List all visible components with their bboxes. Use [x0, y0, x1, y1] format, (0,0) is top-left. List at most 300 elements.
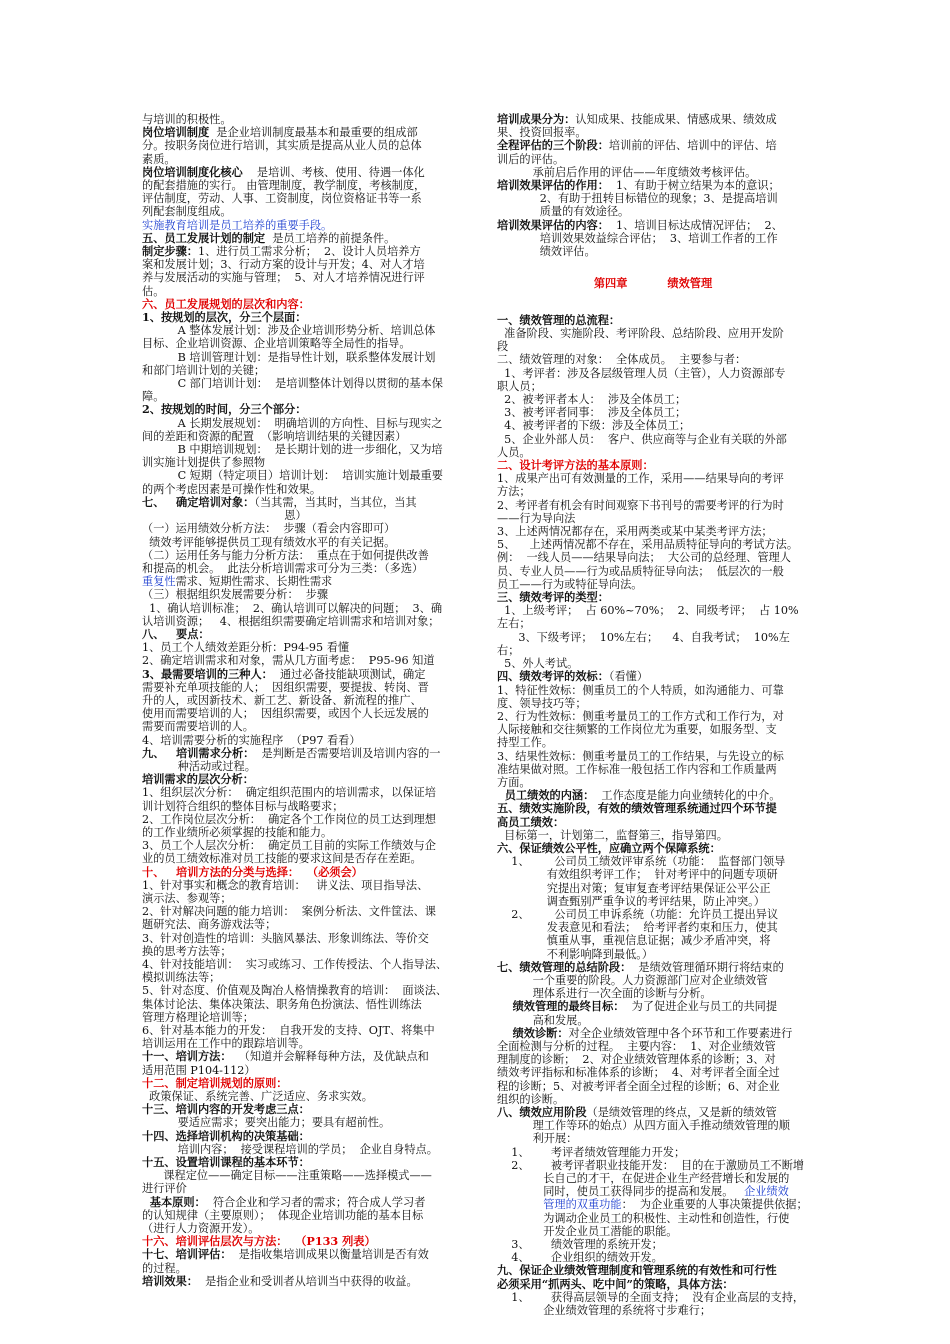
text-line	[142, 377, 458, 390]
text-line	[142, 205, 458, 218]
text-line	[142, 324, 458, 337]
line-text: 质量的有效途径。	[497, 205, 630, 219]
text-line	[142, 430, 458, 443]
line-text: 1、组织层次分析： 确定组织范围内的培训需求，以保证培	[142, 786, 436, 800]
line-text: 和提高的机会。 此法分析培训需求可分为三类：（多选）	[142, 561, 424, 575]
text-line	[497, 1185, 809, 1198]
line-text: （是绩效管理的终点，又是新的绩效管	[586, 1106, 777, 1119]
line-text: 案和发展计划；3、行动方案的设计与开发；4、对人才培	[142, 258, 425, 272]
text-line	[142, 668, 458, 681]
blue-text: 企业绩效	[744, 1185, 789, 1199]
text-line	[497, 736, 809, 749]
text-line	[142, 456, 458, 469]
blue-text: 实施教育培训是员工培养的重要手段。	[142, 218, 333, 232]
text-line	[142, 522, 458, 535]
line-text: 1、培训目标达成情况评估； 2、	[608, 218, 783, 232]
text-line	[497, 1119, 809, 1132]
bold-term: 基本原则：	[142, 1194, 206, 1209]
text-line	[142, 602, 458, 615]
line-text: 是员工培养的前提条件。	[265, 231, 396, 245]
text-line	[142, 958, 458, 971]
text-line	[497, 604, 809, 630]
line-text: 4、 企业组织的绩效开发。	[497, 1251, 663, 1265]
text-line	[497, 367, 809, 380]
line-text: 题研究法、商务游戏法等；	[142, 918, 277, 932]
bold-term: 岗位培训制度化核心	[142, 164, 243, 179]
line-text: 培训内容； 接受课程培训的学员； 企业自身特点。	[142, 1142, 438, 1156]
bold-term: 十一、培训方法：	[142, 1049, 232, 1064]
text-line	[142, 1011, 458, 1024]
text-line	[142, 245, 458, 258]
line-text: 为调动企业员工的积极性、主动性和创造性，行使	[497, 1211, 790, 1225]
line-text: 分。按职务岗位进行培训，其实质是提高从业人员的总体	[142, 139, 422, 153]
text-line	[142, 747, 458, 760]
text-line	[497, 591, 809, 604]
line-text: 进行评价	[142, 1182, 187, 1196]
text-line	[142, 971, 458, 984]
text-line	[142, 351, 458, 364]
line-text: 准备阶段、实施阶段、考评阶段、总结阶段、应用开发阶	[497, 327, 784, 341]
line-text: 3、 绩效管理的系统开发；	[497, 1238, 663, 1252]
line-text: 组织的诊断。	[497, 1092, 565, 1106]
line-text: 认知成果、技能成果、情感成果、绩效成	[575, 113, 777, 126]
line-text: 1、有助于树立结果为本的意识；	[608, 179, 780, 193]
line-text: 5、企业外部人员： 客户、供应商等与企业有关联的外部	[497, 432, 787, 446]
line-text: 使用而需要培训的人； 因组织需要，或因个人长远发展的	[142, 707, 429, 721]
line-text: 3、上述两情况都存在，采用两类或某中某类考评方法；	[497, 525, 773, 539]
line-text: 的工作业绩所必须掌握的技能和能力。	[142, 825, 333, 839]
text-line	[497, 1000, 809, 1013]
text-line	[142, 536, 458, 549]
line-text: 3、被考评者同事： 涉及全体员工；	[497, 406, 687, 420]
text-line	[142, 681, 458, 694]
line-text: （进行人力资源开发）。	[142, 1222, 260, 1236]
line-text: 2、工作岗位层次分析： 确定各个工作岗位的员工达到理想	[142, 812, 436, 826]
bold-term: 八、 要点：	[142, 626, 210, 641]
line-text: 政策保证、系统完善、广泛适应、务求实效。	[142, 1090, 373, 1104]
line-text: 发表意见和看法； 给考评者约束和压力，使其	[497, 921, 778, 935]
text-line	[497, 565, 809, 578]
chapter-heading	[497, 277, 809, 290]
line-text: 度、领导技巧等；	[497, 696, 587, 710]
text-line	[497, 1198, 809, 1211]
line-text: 2、有助于扭转目标错位的现象；3、是提高培训	[497, 192, 778, 206]
text-line	[497, 934, 809, 947]
line-text: 适用范围 P104-112）	[142, 1063, 256, 1077]
line-text: 为了促进企业与员工的共同提	[624, 1000, 778, 1014]
line-text: 一个重要的阶段。人力资源部门应对企业绩效管	[497, 973, 768, 987]
line-text: 5、 上述两情况都不存在，采用品质特征导向的考试方法。	[497, 538, 799, 552]
text-line	[142, 192, 458, 205]
text-line	[142, 258, 458, 271]
line-text: 究提出对策；复审复查考评结果保证公平公正	[497, 881, 771, 895]
line-text: 不利影响降到最低。）	[497, 947, 654, 961]
red-text: 六、员工发展规划的层次和内容：	[142, 296, 310, 311]
text-line	[142, 826, 458, 839]
text-line	[142, 998, 458, 1011]
line-text: ： 为企业重要的人事决策提供依据；	[621, 1198, 808, 1212]
right-column	[497, 113, 809, 1317]
line-text: 是绩效管理循环期行将结束的	[631, 960, 784, 974]
text-line	[142, 588, 458, 601]
line-text: 调查甄别严重争议的考评结果，防止冲突。）	[497, 894, 765, 908]
blue-text: 管理的双重功能	[543, 1198, 622, 1212]
line-text: 1、确认培训标准； 2、确认培训可以解决的问题； 3、确	[142, 601, 443, 615]
line-text: （二）运用任务与能力分析方法： 重点在于如何提供改善	[142, 548, 429, 562]
line-text: 是培训、考核、使用、待遇一体化	[242, 165, 425, 179]
line-text: 业的员工绩效标准对员工技能的要求这间是否存在差距。	[142, 852, 422, 866]
line-text: 4、被考评者的下级：涉及全体员工；	[497, 419, 691, 433]
text-line	[142, 126, 458, 139]
line-text: 恩）	[142, 509, 307, 523]
text-line	[497, 974, 809, 987]
line-text: 需要补充单项技能的人； 因组织需要，要提拔、转岗、晋	[142, 680, 429, 694]
line-text: 1、针对事实和概念的教育培训： 讲义法、项目指导法、	[142, 878, 429, 892]
line-text: 演示法、参观等；	[142, 891, 232, 905]
text-line	[497, 327, 809, 340]
line-text: 课程定位——确定目标——注重策略——选择模式——	[142, 1169, 432, 1183]
line-text: 长自己的才干，在促进企业生产经营增长和发展的	[497, 1172, 790, 1186]
text-line	[497, 1066, 809, 1079]
text-line	[497, 1106, 809, 1119]
line-text: 开发企业员工潜能的职能。	[497, 1224, 678, 1238]
line-text: 与培训的积极性。	[142, 113, 232, 126]
text-line	[497, 670, 809, 683]
text-line	[497, 219, 809, 232]
line-text: 承前启后作用的评估——年度绩效考核评估。	[497, 165, 757, 179]
text-line	[142, 549, 458, 562]
line-text: C 短期（特定项目）培训计划： 培训实施计划最重要	[142, 469, 443, 483]
line-text: 绩效考评能够提供员工现有绩效水平的有关记据。	[142, 535, 396, 549]
text-line	[497, 921, 809, 934]
text-line	[142, 694, 458, 707]
bold-term: 3、最需要培训的三种人：	[142, 666, 273, 681]
line-text: 慎重从事，重视信息证据；减少矛盾冲突，将	[497, 934, 771, 948]
line-text: 是指收集培训成果以衡量培训是否有效	[231, 1248, 429, 1262]
line-text: 目标第一，计划第二，监督第三，指导第四。	[497, 828, 728, 842]
text-line	[497, 1212, 809, 1225]
line-text: 1、 公司员工绩效评审系统（功能： 监督部门领导	[497, 855, 786, 869]
line-text: 的认知规律（主要原则）； 体现企业培训功能的基本目标	[142, 1208, 424, 1222]
text-line	[497, 908, 809, 921]
bold-term: 岗位培训制度	[142, 125, 210, 140]
line-text: 1、上级考评； 占 60%~70%； 2、同级考评； 占 10%左右；	[497, 604, 799, 631]
text-line	[497, 1278, 809, 1291]
line-text: 有效组织考评工作； 针对考评中的问题专项研	[497, 868, 778, 882]
text-line	[142, 945, 458, 958]
red-text: 十六、培训评估层次与方法： （P133 列表）	[142, 1234, 376, 1249]
text-line	[142, 1103, 458, 1116]
line-text: 段	[497, 340, 509, 354]
text-line	[497, 1304, 809, 1317]
line-text: 认培训资源； 4、根据组织需要确定培训需求和培训对象；	[142, 614, 440, 628]
text-line	[142, 562, 458, 575]
text-line	[497, 1040, 809, 1053]
bold-term: 四、绩效考评的效标：	[497, 669, 609, 684]
text-line	[497, 882, 809, 895]
red-text: 十二、制定培训规划的原则：	[142, 1075, 288, 1090]
line-text: 方面。	[497, 775, 531, 789]
bold-term: 培训成果分为：	[497, 112, 576, 126]
line-text: 员工——行为或特征导向法。	[497, 577, 643, 591]
bold-term: 九、 培训需求分析：	[142, 745, 255, 760]
line-text: 训实施计划提供了参照物	[142, 456, 266, 470]
text-line	[497, 538, 809, 551]
red-text: 十、 培训方法的分类与选择： （必须会）	[142, 864, 363, 879]
text-line	[497, 868, 809, 881]
text-line	[497, 750, 809, 763]
line-text: A 整体发展计划：涉及企业培训形势分析、培训总体	[142, 324, 436, 338]
text-line	[142, 813, 458, 826]
line-text: 全面检测与分析的过程。 主要内容： 1、对企业绩效管	[497, 1039, 776, 1053]
bold-term: 培训效果评估的内容：	[497, 217, 609, 232]
text-line	[497, 1172, 809, 1185]
text-line	[497, 499, 809, 512]
text-line	[142, 311, 458, 324]
line-text: 培训效果效益综合评估； 3、培训工作者的工作	[497, 231, 778, 245]
line-text: 评估制度，劳动、人事、工资制度，岗位资格证书等一系	[142, 192, 422, 206]
text-line	[142, 509, 458, 522]
text-line	[142, 1156, 458, 1169]
bold-term: 十七、培训评估：	[142, 1247, 232, 1262]
line-text: （知道并会解释每种方法，及优缺点和	[231, 1050, 429, 1064]
line-text: 2、 公司员工申诉系统（功能：允许员工提出异议	[497, 907, 779, 921]
text-line	[142, 575, 458, 588]
line-text: 对全企业绩效管理中各个环节和工作要素进行	[568, 1026, 793, 1040]
line-text: 训后的评估。	[497, 152, 565, 166]
text-line	[142, 932, 458, 945]
line-text: 素质。	[142, 152, 176, 166]
line-text: 培训运用在工作中的跟踪培训等。	[142, 1037, 310, 1051]
chapter-number: 第四章	[593, 276, 628, 291]
text-line	[497, 1291, 809, 1304]
line-text: 5、外人考试。	[497, 657, 579, 671]
text-line	[497, 393, 809, 406]
text-line	[497, 245, 809, 258]
text-line	[142, 496, 458, 509]
text-line	[497, 855, 809, 868]
text-line	[142, 1275, 458, 1288]
bold-term: 一、绩效管理的总流程：	[497, 312, 621, 327]
text-line	[142, 1209, 458, 1222]
line-text: 培训前的评估、培训中的评估、培	[608, 139, 777, 153]
text-line	[142, 773, 458, 786]
text-line	[497, 380, 809, 393]
text-line	[497, 763, 809, 776]
line-text: 1、成果产出可有效测量的工作，采用——结果导向的考评	[497, 472, 784, 486]
text-line	[497, 113, 809, 126]
left-column	[142, 113, 458, 1288]
line-text: 2、行为性效标：侧重考量员工的工作方式和工作行为，对	[497, 709, 784, 723]
text-line	[142, 271, 458, 284]
text-line	[142, 364, 458, 377]
bold-term: 八、绩效应用阶段	[497, 1105, 587, 1119]
text-line	[142, 403, 458, 416]
text-line	[497, 1132, 809, 1145]
text-line	[142, 905, 458, 918]
bold-term: 2、按规划的时间，分三个部分：	[142, 402, 307, 417]
text-line	[497, 433, 809, 446]
line-text: 工作态度是能力向业绩转化的中介。	[594, 789, 781, 803]
text-line	[497, 710, 809, 723]
blank-line	[497, 258, 809, 271]
bold-term: 七、 确定培训对象：	[142, 494, 255, 509]
line-text: 3、结果性效标：侧重考量员工的工作结果，与先设立的标	[497, 749, 784, 763]
line-text: 3、下级考评； 10%左右； 4、自我考试； 10%左右；	[497, 630, 790, 657]
text-line	[497, 472, 809, 485]
text-line	[497, 1146, 809, 1159]
line-text: 间的差距和资源的配置 （影响培训结果的关键因素）	[142, 429, 407, 443]
line-text: 6、针对基本能力的开发： 自我开发的支持、OJT、将集中	[142, 1024, 435, 1038]
text-line	[142, 800, 458, 813]
text-line	[497, 406, 809, 419]
line-text: 的过程。	[142, 1261, 187, 1275]
text-line	[497, 340, 809, 353]
text-line	[142, 892, 458, 905]
chapter-title: 绩效管理	[667, 276, 713, 291]
line-text: B 中期培训规划： 是长期计划的进一步细化，又为培	[142, 443, 443, 457]
line-text: 符合企业和学习者的需求；符合成人学习者	[205, 1195, 426, 1209]
text-line	[142, 707, 458, 720]
line-text: 2、被考评者本人： 涉及全体员工；	[497, 393, 687, 407]
line-text: 绩效考评指标和标准体系的诊断； 4、对考评者全面全过	[497, 1066, 780, 1080]
text-line	[142, 1169, 458, 1182]
line-text: 3、针对创造性的培训：头脑风暴法、形象训练法、等价交	[142, 931, 429, 945]
line-text: 1、员工个人绩效差距分析：P94-95 看懂	[142, 641, 350, 655]
text-line	[497, 314, 809, 327]
text-line	[142, 337, 458, 350]
line-text: 是指企业和受训者从培训当中获得的收益。	[197, 1274, 418, 1288]
line-text: 换的思考方法等；	[142, 944, 232, 958]
line-text: 升的人，或因新技术、新工艺、新设备、新流程的推广、	[142, 693, 422, 707]
text-line	[142, 984, 458, 997]
text-line	[142, 179, 458, 192]
red-text: 二、设计考评方法的基本原则：	[497, 458, 654, 473]
line-text: 人员。	[497, 445, 531, 459]
line-text: 二、绩效管理的对象： 全体成员。 主要参与者：	[497, 353, 747, 367]
line-text: 集体讨论法、集体决策法、职务角色扮演法、悟性训练法	[142, 997, 422, 1011]
line-text: B 培训管理计划：是指导性计划，联系整体发展计划	[142, 350, 436, 364]
bold-term: 九、保证企业绩效管理制度和管理系统的有效性和可行性	[497, 1263, 777, 1278]
text-line	[142, 866, 458, 879]
bold-term: 员工绩效的内涵：	[497, 788, 595, 803]
bold-term: 高员工绩效：	[497, 814, 565, 829]
line-text: 员、专业人员——行为或品质特征导向法； 低层次的一般	[497, 564, 784, 578]
bold-term: 必须采用“抓两头、吃中间”的策略，具体方法：	[497, 1276, 734, 1291]
bold-term: 1、按规划的层次，分三个层面：	[142, 310, 307, 325]
bold-term: 十四、选择培训机构的决策基础：	[142, 1128, 310, 1143]
text-line	[497, 485, 809, 498]
line-text: 养与发展活动的实施与管理； 5、对人才培养情况进行评	[142, 271, 425, 285]
text-line	[497, 153, 809, 166]
text-line	[497, 1159, 809, 1172]
line-text: A 长期发展规划： 明确培训的方向性、目标与现实之	[142, 416, 443, 430]
text-line	[497, 525, 809, 538]
text-line	[497, 419, 809, 432]
line-text: 同时，使员工获得同步的提高和发展。	[497, 1185, 745, 1199]
line-text: 需求、短期性需求、长期性需求	[175, 575, 333, 589]
text-line	[497, 192, 809, 205]
bold-term: 五、员工发展计划的制定	[142, 230, 266, 245]
text-line	[142, 918, 458, 931]
line-text: 1、 考评者绩效管理能力开发；	[497, 1145, 686, 1159]
line-text: 目标、企业培训资源、企业培训策略等全局性的指导。	[142, 337, 411, 351]
line-text: 1、特征性效标：侧重员工的个人特质，如沟通能力、可靠	[497, 683, 784, 697]
text-line	[142, 786, 458, 799]
text-line	[497, 1027, 809, 1040]
text-line	[142, 1196, 458, 1209]
line-text: 2、确定培训需求和对象，需从几方面考虑： P95-96 知道	[142, 654, 435, 668]
line-text: 4、培训需要分析的实施程序 （P97 看看）	[142, 733, 361, 747]
line-text: C 部门培训计划： 是培训整体计划得以贯彻的基本保	[142, 377, 443, 391]
text-line	[497, 697, 809, 710]
bold-term: 绩效诊断：	[497, 1025, 569, 1040]
text-line	[497, 1053, 809, 1066]
text-line	[142, 1024, 458, 1037]
line-text: （看懂）	[608, 670, 649, 684]
bold-term: 绩效管理的最终目标：	[497, 999, 625, 1014]
text-line	[142, 628, 458, 641]
line-text: 的配套措施的实行。 由管理制度，教学制度，考核制度，	[142, 179, 426, 193]
line-text: 高和发展。	[497, 1013, 589, 1027]
blue-text: 重复性	[142, 575, 176, 589]
text-line	[497, 895, 809, 908]
line-text: 管理方格理论培训等；	[142, 1010, 254, 1024]
line-text: （一）运用绩效分析方法： 步骤（看会内容即可）	[142, 522, 396, 536]
text-line	[497, 1080, 809, 1093]
line-text: 理工作等环的始点）从四方面入手推动绩效管理的顺	[497, 1119, 790, 1133]
line-text: 方法；	[497, 485, 531, 499]
text-line	[497, 631, 809, 657]
bold-term: 六、保证绩效公平性，应确立两个保障系统：	[497, 840, 721, 855]
text-line	[497, 842, 809, 855]
bold-term: 十五、设置培训课程的基本环节：	[142, 1155, 310, 1170]
line-text	[497, 1198, 543, 1211]
line-text: 是判断是否需要培训及培训内容的一	[254, 746, 441, 760]
text-line	[142, 166, 458, 179]
line-text: 是企业培训制度最基本和最重要的组成部	[209, 126, 418, 140]
line-text: 持型工作。	[497, 736, 553, 750]
line-text: 训计划符合组织的整体目标与战略要求；	[142, 799, 344, 813]
line-text: 职人员；	[497, 379, 542, 393]
text-line	[497, 179, 809, 192]
bold-term: 培训需求的层次分析：	[142, 772, 254, 787]
line-text: 和部门培训计划的关键；	[142, 363, 266, 377]
text-line	[142, 1077, 458, 1090]
text-line	[497, 459, 809, 472]
line-text: 例： 一线人员——结果导向法； 大公司的总经理、管理人	[497, 551, 791, 565]
line-text: 绩效评估。	[497, 245, 596, 259]
line-text: 企业绩效管理的系统将寸步难行；	[497, 1304, 712, 1318]
line-text: 理制度的诊断； 2、对企业绩效管理体系的诊断；3、对	[497, 1053, 776, 1067]
line-text: 估。	[142, 284, 165, 298]
bold-term: 培训效果：	[142, 1273, 198, 1288]
line-text: 程的诊断；5、对被考评者全面全过程的诊断；6、对企业	[497, 1079, 780, 1093]
line-text: 5、针对态度、价值观及陶冶人格情操教育的培训： 面谈法、	[142, 984, 448, 998]
text-line	[142, 879, 458, 892]
text-line	[497, 353, 809, 366]
text-line	[142, 1130, 458, 1143]
line-text: 列配套制度组成。	[142, 205, 232, 219]
line-text: 果、投资回报率。	[497, 126, 587, 140]
bold-term: 七、绩效管理的总结阶段：	[497, 959, 632, 974]
line-text: （当其需，当其时，当其位，当其	[254, 495, 417, 509]
line-text: 1、 获得高层领导的全面支持； 没有企业高层的支持，	[497, 1290, 805, 1304]
bold-term: 十三、培训内容的开发考虑三点：	[142, 1102, 310, 1117]
text-line	[497, 551, 809, 564]
text-line	[142, 139, 458, 152]
text-line	[142, 443, 458, 456]
